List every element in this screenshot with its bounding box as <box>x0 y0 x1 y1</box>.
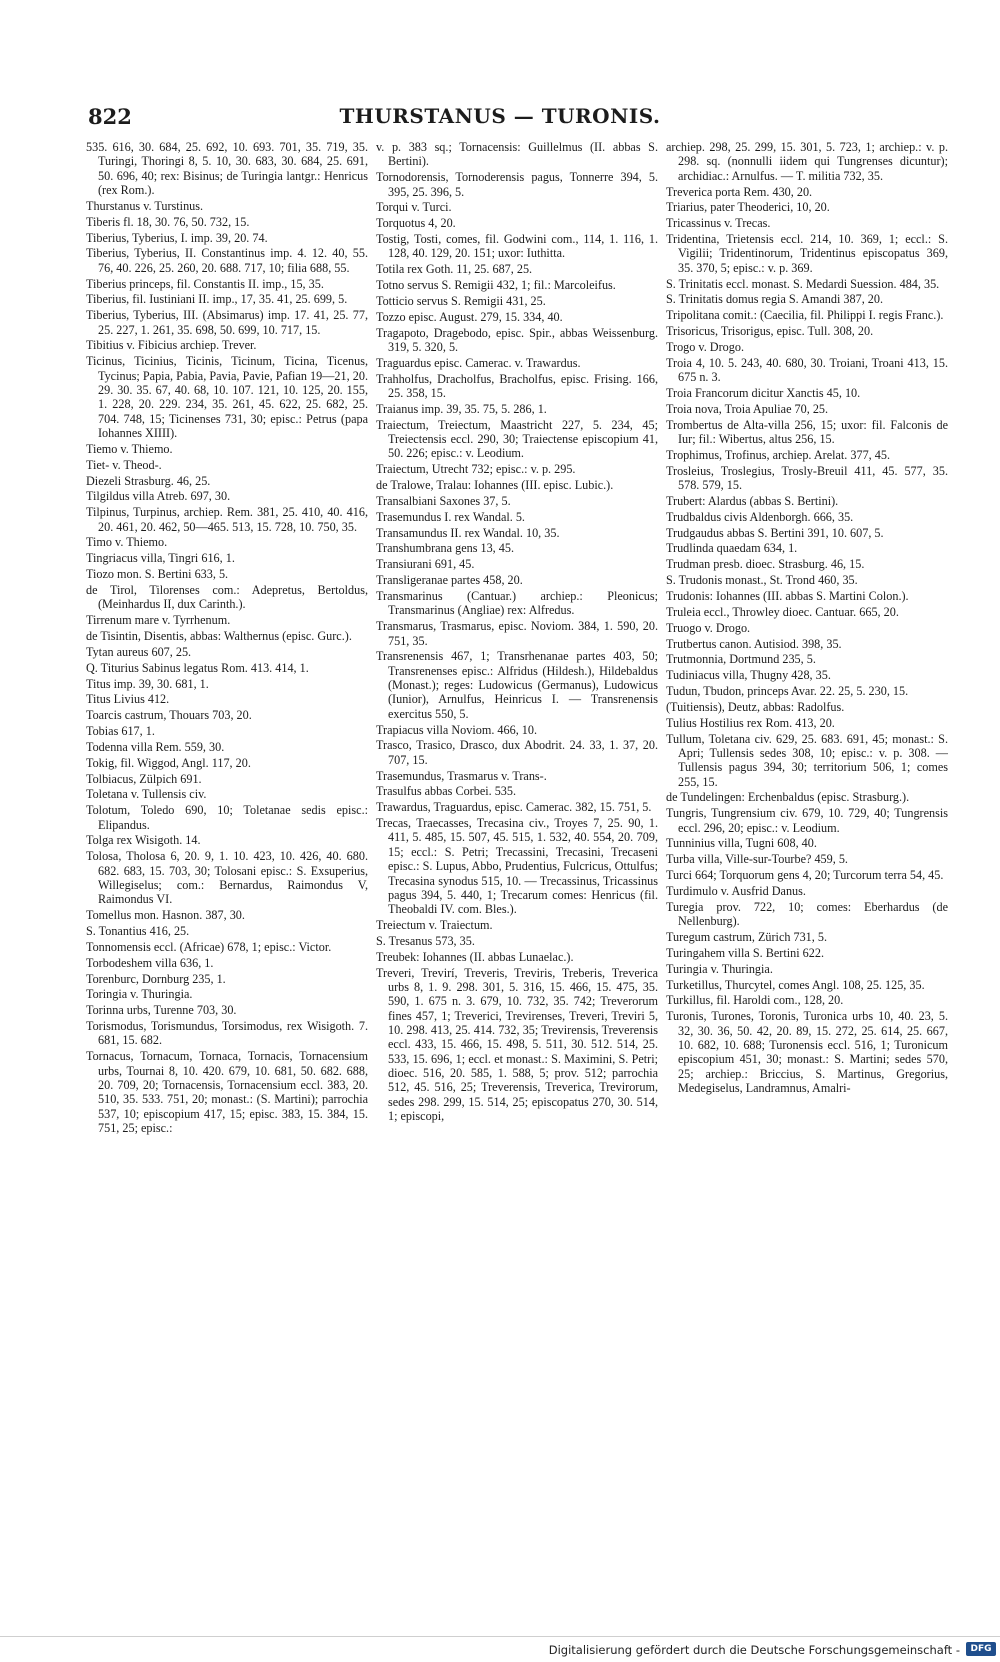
index-entry: Trahholfus, Dracholfus, Bracholfus, episc. Frising. 166, 25. 358, 15. <box>376 371 658 400</box>
index-entry: (Tuitiensis), Deutz, abbas: Radolfus. <box>666 699 845 714</box>
index-entry: Torquotus 4, 20. <box>376 216 456 231</box>
index-entry: Tiozo mon. S. Bertini 633, 5. <box>86 567 229 582</box>
index-entry: Transrenensis 467, 1; Transrhenanae partes 403, 50; Transrenenses episc.: Alfridus (Hildesh.), Hildebaldus (Monast.); reges: Ludowicus (Germanus), Ludowicus (Iunior), Arnulfus, Heinricus I. — Transrenensis exercitus 550, 5. <box>376 649 658 721</box>
index-entry: archiep. 298, 25. 299, 15. 301, 5. 723, 1; archiep.: v. p. 298. sq. (nonnulli iidem qui Tungrenses dicuntur); archidiac.: Arnulfus. — T. militia 732, 35. <box>666 140 948 183</box>
index-entry: Tiemo v. Thiemo. <box>86 441 173 456</box>
index-entry: Tobias 617, 1. <box>86 724 155 739</box>
index-entry: Tiberius, fil. Iustiniani II. imp., 17, 35. 41, 25. 699, 5. <box>86 292 348 307</box>
index-entry: Tudun, Tbudon, princeps Avar. 22. 25, 5. 230, 15. <box>666 684 909 699</box>
index-entry: Thurstanus v. Turstinus. <box>86 198 204 213</box>
index-entry: Tiberis fl. 18, 30. 76, 50. 732, 15. <box>86 214 250 229</box>
index-entry: Torismodus, Torismundus, Torsimodus, rex Wisigoth. 7. 681, 15. 682. <box>86 1019 368 1048</box>
index-entry: Tokig, fil. Wiggod, Angl. 117, 20. <box>86 755 251 770</box>
index-entry: Tirrenum mare v. Tyrrhenum. <box>86 613 231 628</box>
index-entry: Trasco, Trasico, Drasco, dux Abodrit. 24. 33, 1. 37, 20. 707, 15. <box>376 738 658 767</box>
index-entry: Trudlinda quaedam 634, 1. <box>666 541 798 556</box>
index-entry: Ticinus, Ticinius, Ticinis, Ticinum, Ticina, Ticenus, Tycinus; Papia, Pabia, Pavia, Pavie, Pafian 19—21, 20. 29. 30. 35. 67, 40. 68, 10. 107. 121, 10. 125, 20. 155, 1. 228, 20. 229. 234, 35. 261, 45. 622, 25. 682, 25. 704. 748, 15; Ticinenses 731, 30; episc.: Petrus (papa Iohannes XIIII). <box>86 354 368 441</box>
index-entry: Tilpinus, Turpinus, archiep. Rem. 381, 25. 410, 40. 416, 20. 461, 20. 462, 50—465. 513, 15. 728, 10. 750, 35. <box>86 505 368 534</box>
index-entry: de Tisintin, Disentis, abbas: Walthernus (episc. Gurc.). <box>86 629 352 643</box>
index-entry: Tudiniacus villa, Thugny 428, 35. <box>666 668 831 683</box>
index-entry: Toarcis castrum, Thouars 703, 20. <box>86 708 252 723</box>
index-entry: Trudbaldus civis Aldenborgh. 666, 35. <box>666 509 854 524</box>
index-entry: Traianus imp. 39, 35. 75, 5. 286, 1. <box>376 401 547 416</box>
footer-credit: Digitalisierung gefördert durch die Deutsche Forschungsgemeinschaft - <box>548 1643 960 1657</box>
index-entry: S. Tonantius 416, 25. <box>86 924 190 939</box>
index-entry: de Tundelingen: Erchenbaldus (episc. Strasburg.). <box>666 790 910 805</box>
index-entry: Turegum castrum, Zürich 731, 5. <box>666 930 828 945</box>
index-entry: Tolosa, Tholosa 6, 20. 9, 1. 10. 423, 10. 426, 40. 680. 682. 683, 15. 703, 30; Tolosani episc.: S. Exsuperius, Willegiselus; com.: Bernardus, Raimondus V, Raimondus VI. <box>86 849 368 907</box>
index-entry: Truogo v. Drogo. <box>666 620 751 635</box>
footer-bar <box>0 1636 1000 1662</box>
index-entry: de Tralowe, Tralau: Iohannes (III. episc. Lubic.). <box>376 478 614 493</box>
index-entry: Timo v. Thiemo. <box>86 535 168 550</box>
index-entry: Trombertus de Alta-villa 256, 15; uxor: fil. Falconis de Iur; fil.: Wibertus, altus 256, 15. <box>666 417 948 447</box>
index-entry: Troia Francorum dicitur Xanctis 45, 10. <box>666 386 861 400</box>
index-entry: Trisoricus, Trisorigus, episc. Tull. 308, 20. <box>666 324 874 339</box>
page-number: 822 <box>88 104 132 129</box>
dfg-logo: DFG <box>966 1642 996 1656</box>
index-entry: Torbodeshem villa 636, 1. <box>86 955 214 970</box>
index-entry: Turingia v. Thuringia. <box>666 961 773 976</box>
index-column-3 <box>666 140 948 1097</box>
index-entry: Transalbiani Saxones 37, 5. <box>376 493 511 508</box>
index-entry: Tungris, Tungrensium civ. 679, 10. 729, 40; Tungrensis eccl. 296, 20; episc.: v. Leodium. <box>666 806 948 835</box>
index-entry: de Tirol, Tilorenses com.: Adepretus, Bertoldus, (Meinhardus II, dux Carinth.). <box>86 582 368 612</box>
index-entry: Tolbiacus, Zülpich 691. <box>86 771 202 786</box>
index-entry: Tornacus, Tornacum, Tornaca, Tornacis, Tornacensium urbs, Tournai 8, 10. 420. 679, 10. 681, 50. 682. 688, 20. 709, 20; Tornacensis, Tornacensium eccl. 383, 20. 510, 35. 533. 751, 20; monast.: (S. Martini); parrochia 537, 10; episcopium 417, 15; episc. 383, 15. 384, 15. 751, 25; episc.: <box>86 1049 368 1135</box>
index-entry: Turketillus, Thurcytel, comes Angl. 108, 25. 125, 35. <box>666 977 925 992</box>
index-entry: 535. 616, 30. 684, 25. 692, 10. 693. 701, 35. 719, 35. Turingi, Thoringi 8, 5. 10, 30. 683, 30. 684, 25. 691, 50. 696, 40; rex: Bisinus; de Turingia lantgr.: Henricus (rex Rom.). <box>86 140 368 198</box>
index-entry: Trosleius, Troslegius, Trosly-Breuil 411, 45. 577, 35. 578. 579, 15. <box>666 463 948 493</box>
index-entry: Tiberius, Tyberius, I. imp. 39, 20. 74. <box>86 230 268 245</box>
index-entry: Transhumbrana gens 13, 45. <box>376 541 515 556</box>
index-entry: Tornodorensis, Tornoderensis pagus, Tonnerre 394, 5. 395, 25. 396, 5. <box>376 170 658 199</box>
index-entry: Turkillus, fil. Haroldi com., 128, 20. <box>666 993 844 1008</box>
index-entry: Totno servus S. Remigii 432, 1; fil.: Marcoleifus. <box>376 278 616 293</box>
index-entry: Trubert: Alardus (abbas S. Bertini). <box>666 493 839 508</box>
index-entry: Torqui v. Turci. <box>376 200 452 215</box>
index-entry: Triarius, pater Theoderici, 10, 20. <box>666 200 830 215</box>
index-entry: Titus Livius 412. <box>86 692 170 707</box>
index-entry: Turegia prov. 722, 10; comes: Eberhardus (de Nellenburg). <box>666 899 948 929</box>
index-entry: Traiectum, Treiectum, Maastricht 227, 5. 234, 45; Treiectensis eccl. 290, 30; Traiectense episcopium 41, 50. 226; episc.: v. Leodium. <box>376 417 658 461</box>
index-entry: Tonnomensis eccl. (Africae) 678, 1; episc.: Victor. <box>86 939 332 954</box>
index-entry: Treiectum v. Traiectum. <box>376 918 493 933</box>
index-entry: Treveri, Trevirí, Treveris, Treviris, Treberis, Treverica urbs 8, 1. 9. 298. 301, 5. 316, 15. 466, 15. 475, 35. 590, 1. 675 n. 3. 679, 10. 732, 35. 742; Treverorum fines 457, 1; Treverici, Trevirenses, Treveri, Treviri 5, 10. 298. 413, 25. 414. 732, 35; Trevirensis, Treverensis eccl. 433, 15. 466, 15. 498, 5. 511, 30. 512. 514, 25. 533, 15. 696, 1; eccl. et monast.: S. Maximini, S. Petri; dioec. 516, 20. 585, 1. 588, 5; prov. 512; parrochia 512, 45. 516, 25; Treverensis, Treverica, Trevirorum, sedes 298. 299, 15. 514, 25; episcopatus 270, 30. 514, 1; episcopi, <box>376 965 658 1123</box>
index-entry: Transmarinus (Cantuar.) archiep.: Pleonicus; Transmarinus (Angliae) rex: Alfredus. <box>376 588 658 618</box>
index-entry: Trutbertus canon. Autisiod. 398, 35. <box>666 636 842 651</box>
index-entry: Trecas, Traecasses, Trecasina civ., Troyes 7, 25. 90, 1. 411, 5. 485, 15. 507, 45. 515, 1. 532, 40. 554, 20. 709, 15; eccl.: S. Petri; Trecassini, Trecasini, Trecaseni episc.: S. Lupus, Abbo, Prudentius, Fulcricus, Ottulfus; Trecasina synodus 515, 10. — Trecassinus, Tricassinus pagus 394, 5. 440, 1; Trecarum comes: Henricus (fil. Theobaldi IV. com. Bles.). <box>376 816 658 917</box>
index-entry: Diezeli Strasburg. 46, 25. <box>86 473 211 488</box>
index-entry: Turba villa, Ville-sur-Tourbe? 459, 5. <box>666 852 848 867</box>
index-entry: Tozzo episc. August. 279, 15. 334, 40. <box>376 309 563 324</box>
index-entry: Transiurani 691, 45. <box>376 557 475 572</box>
index-entry: Trudonis: Iohannes (III. abbas S. Martini Colon.). <box>666 588 909 603</box>
index-entry: Traiectum, Utrecht 732; episc.: v. p. 295. <box>376 462 576 477</box>
index-entry: Tripolitana comit.: (Caecilia, fil. Philippi I. regis Franc.). <box>666 308 944 323</box>
index-column-2 <box>376 140 658 1125</box>
index-entry: Trophimus, Trofinus, archiep. Arelat. 377, 45. <box>666 447 891 462</box>
index-entry: Treverica porta Rem. 430, 20. <box>666 184 813 199</box>
index-entry: Todenna villa Rem. 559, 30. <box>86 739 225 754</box>
index-entry: Trawardus, Traguardus, episc. Camerac. 382, 15. 751, 5. <box>376 800 652 815</box>
index-entry: S. Trinitatis eccl. monast. S. Medardi Suession. 484, 35. <box>666 276 940 291</box>
index-entry: Tolga rex Wisigoth. 14. <box>86 833 201 848</box>
index-entry: Tulius Hostilius rex Rom. 413, 20. <box>666 715 835 730</box>
index-entry: Tricassinus v. Trecas. <box>666 216 771 231</box>
index-entry: Tytan aureus 607, 25. <box>86 644 192 659</box>
index-entry: Transligeranae partes 458, 20. <box>376 573 523 588</box>
index-entry: Tiberius, Tyberius, III. (Absimarus) imp. 17. 41, 25. 77, 25. 227, 1. 261, 35. 698, 50. 699, 10. 717, 15. <box>86 308 368 337</box>
index-entry: Transamundus II. rex Wandal. 10, 35. <box>376 525 560 540</box>
index-entry: Troia 4, 10. 5. 243, 40. 680, 30. Troiani, Troani 413, 15. 675 n. 3. <box>666 355 948 385</box>
index-entry: Tomellus mon. Hasnon. 387, 30. <box>86 908 245 923</box>
index-entry: Torenburc, Dornburg 235, 1. <box>86 971 226 986</box>
index-entry: Turingahem villa S. Bertini 622. <box>666 945 824 960</box>
index-entry: Q. Titurius Sabinus legatus Rom. 413. 414, 1. <box>86 660 309 675</box>
index-entry: Turdimulo v. Ausfrid Danus. <box>666 884 806 898</box>
index-entry: Trudman presb. dioec. Strasburg. 46, 15. <box>666 557 865 572</box>
index-entry: Tibitius v. Fibicius archiep. Trever. <box>86 338 257 353</box>
index-entry: Tridentina, Trietensis eccl. 214, 10. 369, 1; eccl.: S. Vigilii; Tridentinorum, Tridentinus episcopatus 369, 35. 370, 5; episc.: v. p. 369. <box>666 232 948 275</box>
index-entry: Trutmonnia, Dortmund 235, 5. <box>666 652 816 667</box>
index-entry: Tostig, Tosti, comes, fil. Godwini com., 114, 1. 116, 1. 128, 40. 129, 20. 151; uxor: Iuthitta. <box>376 232 658 261</box>
index-entry: Toringia v. Thuringia. <box>86 987 193 1002</box>
index-entry: Tiberius, Tyberius, II. Constantinus imp. 4. 12. 40, 55. 76, 40. 226, 25. 260, 20. 688. 717, 10; filia 688, 55. <box>86 246 368 275</box>
index-entry: Trasulfus abbas Corbei. 535. <box>376 784 517 799</box>
index-entry: Tiet- v. Theod-. <box>86 457 162 472</box>
index-entry: Treubek: Iohannes (II. abbas Lunaelac.). <box>376 949 574 964</box>
index-entry: Trogo v. Drogo. <box>666 339 744 354</box>
index-entry: Trapiacus villa Noviom. 466, 10. <box>376 722 538 737</box>
index-entry: Transmarus, Trasmarus, episc. Noviom. 384, 1. 590, 20. 751, 35. <box>376 619 658 648</box>
index-entry: v. p. 383 sq.; Tornacensis: Guillelmus (II. abbas S. Bertini). <box>376 140 658 169</box>
page-header <box>60 104 940 134</box>
index-entry: Torinna urbs, Turenne 703, 30. <box>86 1003 237 1018</box>
index-entry: Truleia eccl., Throwley dioec. Cantuar. 665, 20. <box>666 604 899 619</box>
index-entry: Tunninius villa, Tugni 608, 40. <box>666 836 817 851</box>
index-entry: Turonis, Turones, Toronis, Turonica urbs 10, 40. 23, 5. 32, 30. 36, 50. 42, 20. 89, 15. 272, 25. 614, 25. 667, 10. 682, 10. 688; Turonensis eccl. 516, 1; Turonicum episcopium 451, 30; monast.: S. Martini; sedes 570, 25; archiep.: Briccius, S. Martinus, Gregorius, Medegiselus, Landramnus, Amalri- <box>666 1009 948 1095</box>
index-entry: Tragapoto, Dragebodo, episc. Spir., abbas Weissenburg. 319, 5. 320, 5. <box>376 325 658 354</box>
index-entry: Tullum, Toletana civ. 629, 25. 683. 691, 45; monast.: S. Apri; Tullensis sedes 308, 10; episc.: v. p. 308. — Tullensis pagus 394, 30; territorium 506, 1; comes 255, 15. <box>666 731 948 789</box>
index-entry: S. Tresanus 573, 35. <box>376 933 475 948</box>
index-entry: Toletana v. Tullensis civ. <box>86 787 207 802</box>
index-entry: Titus imp. 39, 30. 681, 1. <box>86 676 209 691</box>
index-entry: S. Trinitatis domus regia S. Amandi 387, 20. <box>666 292 884 307</box>
index-entry: Traguardus episc. Camerac. v. Trawardus. <box>376 355 581 370</box>
index-entry: Trasemundus I. rex Wandal. 5. <box>376 509 525 524</box>
index-entry: Totila rex Goth. 11, 25. 687, 25. <box>376 262 533 277</box>
running-head: THURSTANUS — TURONIS. <box>339 104 661 128</box>
index-entry: Trasemundus, Trasmarus v. Trans-. <box>376 768 547 783</box>
index-entry: S. Trudonis monast., St. Trond 460, 35. <box>666 573 858 588</box>
index-entry: Tolotum, Toledo 690, 10; Toletanae sedis episc.: Elipandus. <box>86 803 368 832</box>
index-entry: Trudgaudus abbas S. Bertini 391, 10. 607, 5. <box>666 525 884 540</box>
index-entry: Turci 664; Torquorum gens 4, 20; Turcorum terra 54, 45. <box>666 868 944 883</box>
index-entry: Totticio servus S. Remigii 431, 25. <box>376 293 546 308</box>
index-entry: Tiberius princeps, fil. Constantis II. imp., 15, 35. <box>86 276 324 291</box>
index-entry: Troia nova, Troia Apuliae 70, 25. <box>666 401 829 416</box>
index-column-1 <box>86 140 368 1137</box>
index-entry: Tingriacus villa, Tingri 616, 1. <box>86 551 235 566</box>
index-entry: Tilgildus villa Atreb. 697, 30. <box>86 489 231 504</box>
